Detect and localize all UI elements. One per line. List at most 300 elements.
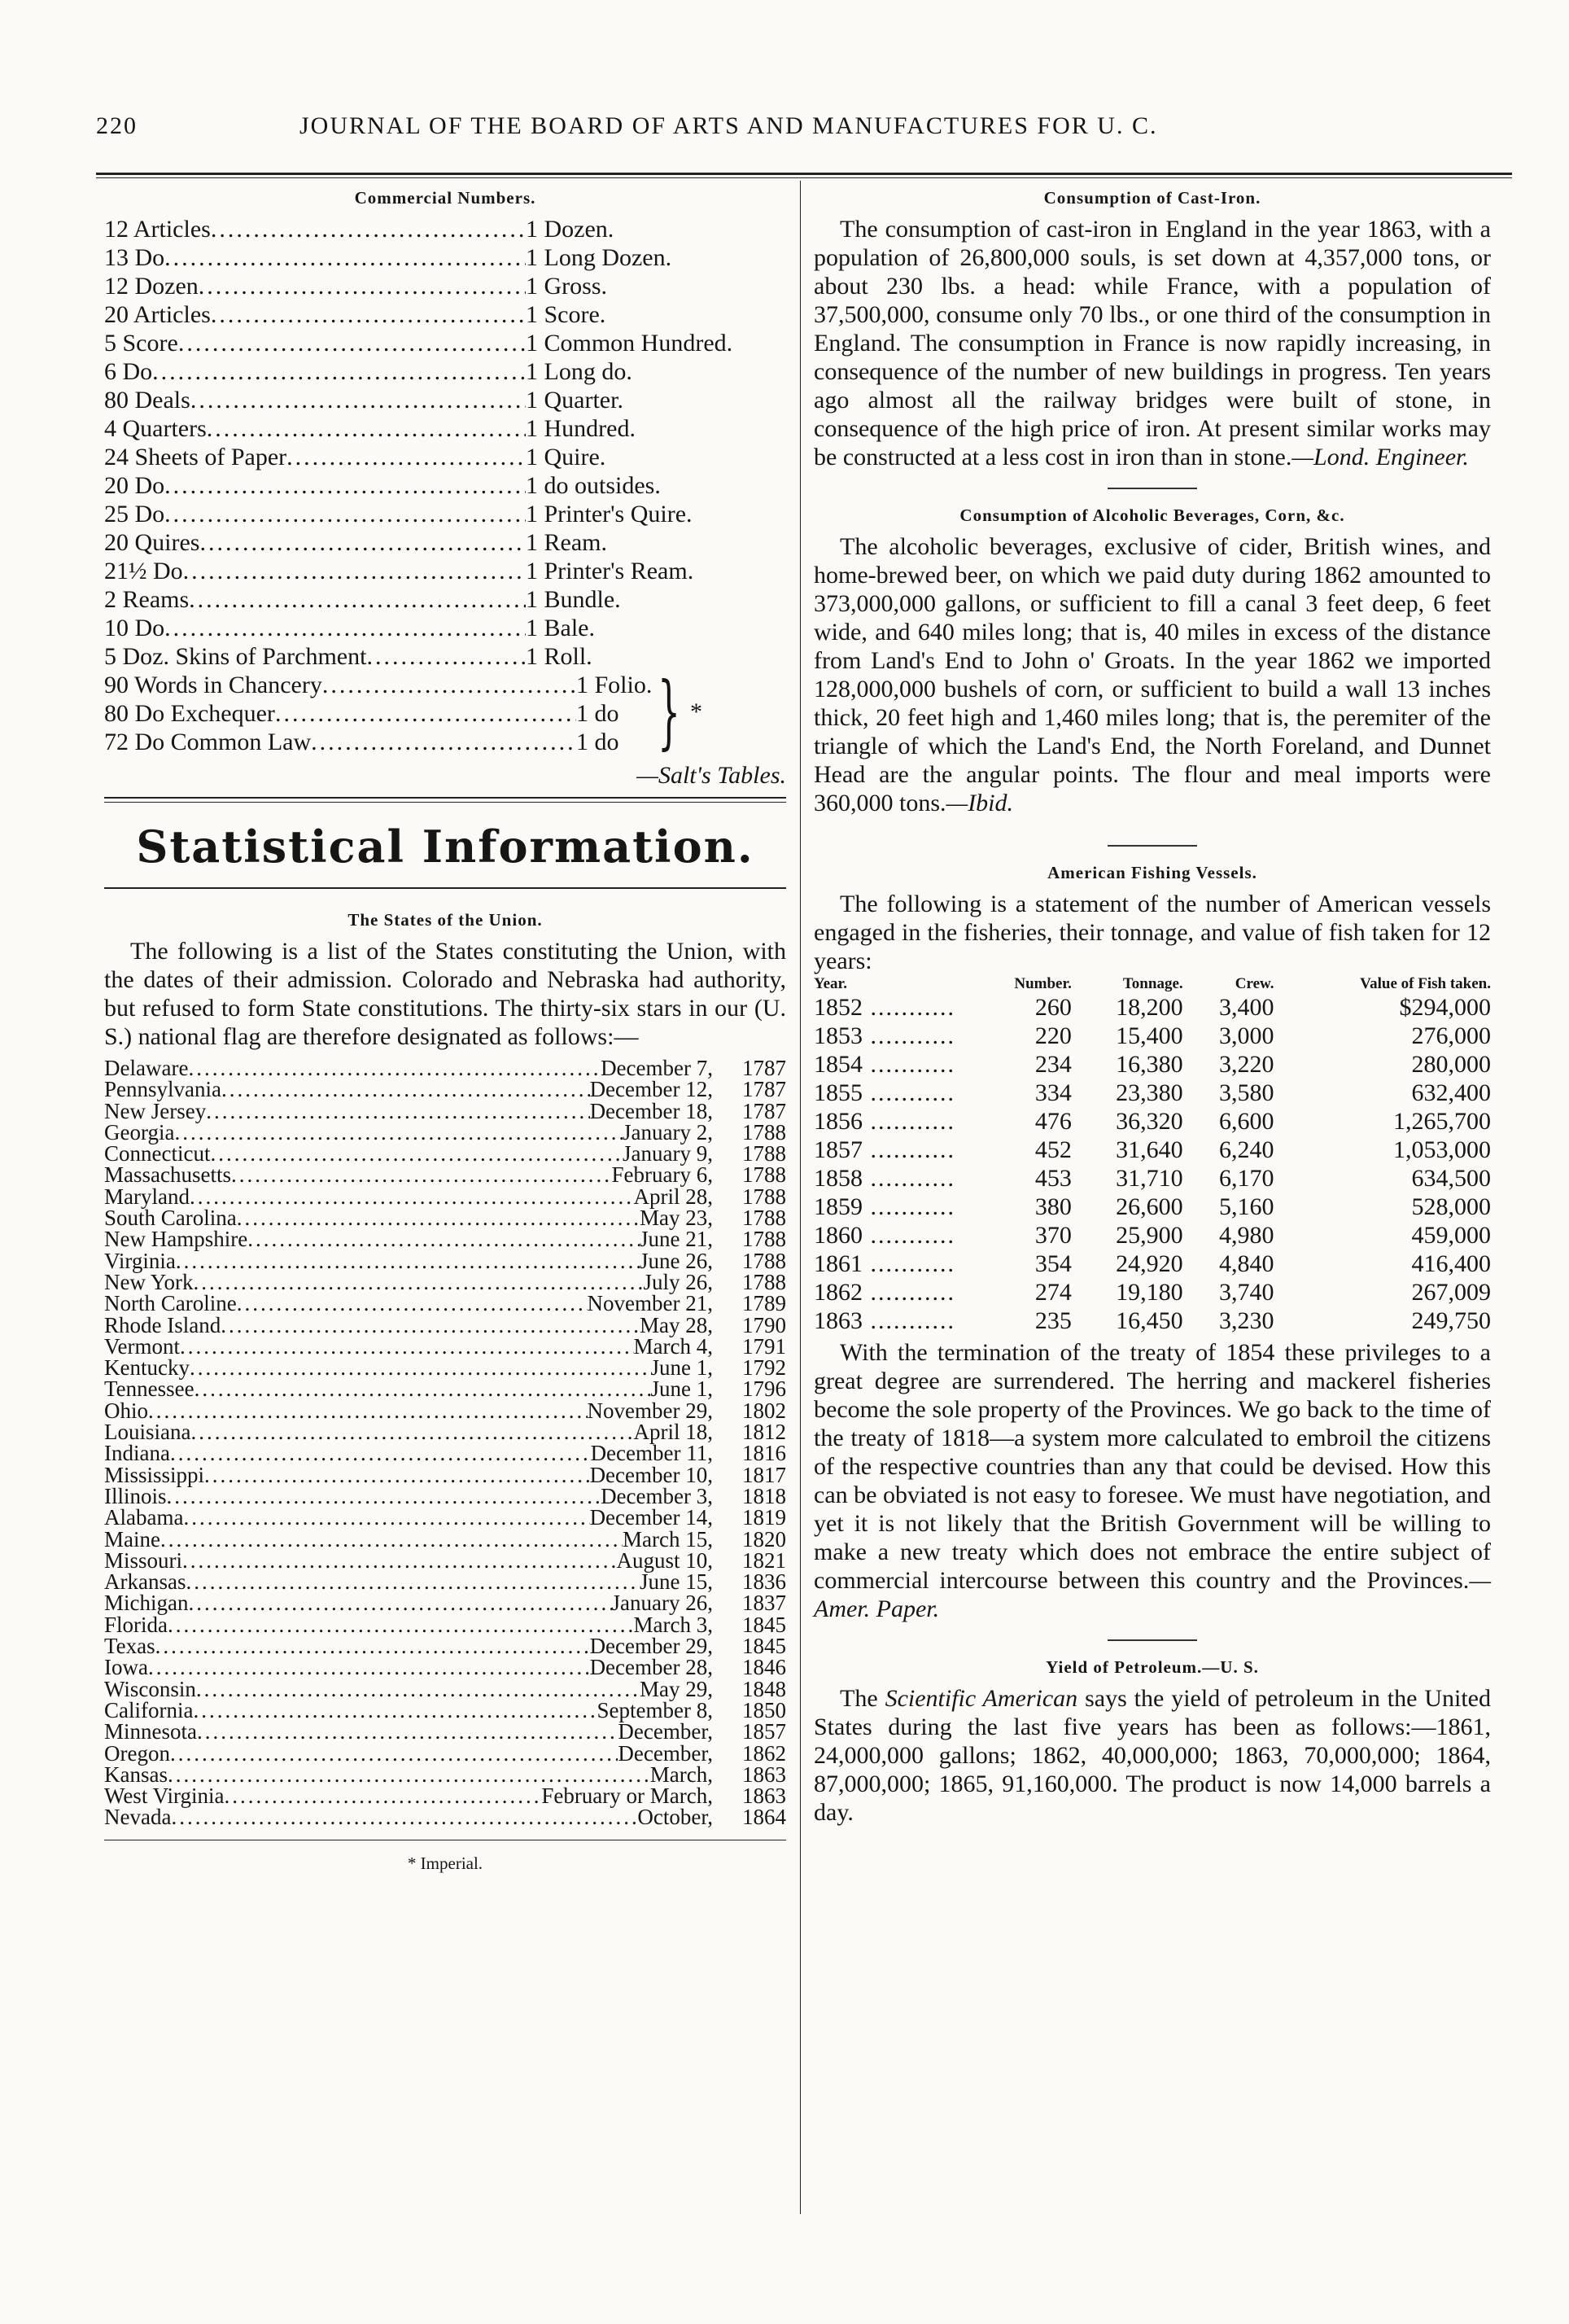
alcohol-heading: Consumption of Alcoholic Beverages, Corn, &c. (959, 506, 1345, 525)
unit-equivalent: 1 Printer's Quire. (526, 501, 693, 527)
commercial-row-label: 25 Do (104, 501, 165, 527)
fishing-cell (1183, 1221, 1274, 1250)
dot-leader (160, 1529, 623, 1550)
fishing-value: 5,160 (1218, 1193, 1274, 1220)
admission-date: January 2, (623, 1119, 713, 1144)
admission-year: 1788 (742, 1227, 786, 1252)
commercial-row-label: 2 Reams (104, 586, 190, 613)
admission-year: 1818 (742, 1483, 786, 1508)
admission-date: June 1, (650, 1355, 713, 1381)
state-row (104, 1057, 786, 1079)
section-rule-bottom (104, 802, 786, 803)
cast-iron-heading: Consumption of Cast-Iron. (1043, 188, 1261, 208)
fishing-value: 31,710 (1116, 1165, 1183, 1192)
admission-year: 1802 (742, 1398, 786, 1423)
state-row-label: Minnesota (104, 1719, 197, 1744)
dot-leader (206, 1101, 589, 1122)
dot-leader (311, 728, 576, 756)
state-row (104, 1635, 786, 1657)
fishing-cell (814, 1136, 977, 1164)
admission-date: May 29, (640, 1676, 713, 1701)
fishing-year: 1853 (814, 1022, 863, 1049)
dot-leader (863, 1250, 955, 1277)
commercial-row-label: 90 Words in Chancery (104, 672, 322, 698)
fishing-table-row (814, 1250, 1491, 1278)
state-row (104, 1614, 786, 1635)
fishing-table-row (814, 1164, 1491, 1193)
fishing-cell (1274, 1050, 1491, 1079)
petroleum-heading: Yield of Petroleum.—U. S. (1046, 1657, 1259, 1677)
fishing-value: 452 (1034, 1136, 1072, 1163)
dot-leader (176, 1250, 640, 1271)
commercial-row (104, 500, 786, 528)
state-row (104, 1783, 786, 1809)
unit-equivalent: 1 Long do. (526, 358, 632, 385)
page-number: 220 (96, 112, 138, 139)
dot-leader (183, 1507, 589, 1528)
state-row (104, 1143, 786, 1164)
fishing-value: 16,380 (1116, 1051, 1183, 1078)
state-row (104, 1678, 786, 1700)
fishing-value: 4,980 (1218, 1222, 1274, 1249)
dot-leader (286, 443, 526, 471)
admission-date: December 18, (589, 1098, 713, 1123)
dot-leader (199, 272, 526, 300)
dot-leader (194, 1378, 651, 1399)
salts-tables-attribution: —Salt's Tables. (636, 762, 786, 789)
dot-leader (180, 1336, 634, 1357)
fishing-value: 334 (1034, 1079, 1072, 1106)
fishing-value: 26,600 (1116, 1193, 1183, 1220)
unit-equivalent: 1 Long Dozen. (526, 244, 672, 271)
dot-leader (186, 1571, 640, 1592)
admission-date: October, (637, 1805, 713, 1830)
fishing-cell (1274, 1306, 1491, 1335)
petroleum-text (814, 1684, 1491, 1827)
admission-date: December, (618, 1740, 713, 1766)
fishing-cell (977, 1193, 1072, 1221)
fishing-value: 19,180 (1116, 1279, 1183, 1306)
alcohol-body: The alcoholic beverages, exclusive of cider, British wines, and home-brewed beer, on which we paid duty during 1862 amounted to 373,000,000 gallons, or sufficient to fill a canal 3 feet deep, 6 feet wide, and 640 miles long; that is, 40 miles in excess of the distance from Land's End to John o' Groats. In the year 1862 we imported 128,000,000 bushels of corn, or sufficient to build a wall 13 inches thick, 20 feet high and 1,460 miles long; that is, the peremiter of the triangle of which the Land's End, the North Foreland, and Dunnet Head are the angular points. The flour and meal imports were 360,000 tons. (814, 533, 1491, 816)
admission-year: 1864 (742, 1805, 786, 1830)
state-row-label: Missouri (104, 1547, 183, 1573)
state-row-label: Illinois (104, 1483, 167, 1508)
state-row (104, 1483, 786, 1508)
admission-date: December 12, (589, 1077, 713, 1102)
dot-leader (189, 585, 526, 614)
fishing-value: 31,640 (1116, 1136, 1183, 1163)
state-row-label: Arkansas (104, 1569, 186, 1595)
state-row (104, 1657, 786, 1678)
dot-leader (863, 1022, 955, 1049)
fishing-cell (814, 1278, 977, 1306)
dot-leader (211, 215, 526, 243)
dot-leader (148, 1400, 588, 1421)
unit-equivalent: 1 Dozen. (526, 216, 614, 243)
dot-leader (168, 1614, 634, 1635)
column-divider (800, 181, 801, 2214)
fishing-year: 1861 (814, 1250, 863, 1277)
state-row (104, 1740, 786, 1766)
state-row-label: Wisconsin (104, 1676, 196, 1701)
dot-leader (863, 1222, 955, 1249)
dot-leader (204, 1464, 590, 1486)
admission-year: 1788 (742, 1141, 786, 1166)
state-row-label: Georgia (104, 1119, 175, 1144)
title-rule (104, 887, 786, 889)
fishing-cell (977, 1221, 1072, 1250)
fishing-column-header: Year. (814, 975, 847, 992)
fishing-value: 249,750 (1411, 1307, 1491, 1334)
fishing-year: 1863 (814, 1307, 863, 1334)
state-row-label: Iowa (104, 1655, 148, 1680)
state-row-label: Tennessee (104, 1376, 194, 1402)
fishing-cell (977, 1278, 1072, 1306)
fishing-cell (1072, 1107, 1183, 1136)
fishing-cell (1183, 1136, 1274, 1164)
dot-leader (863, 1051, 955, 1078)
commercial-numbers-bracketed (104, 666, 786, 759)
state-row-label: Kentucky (104, 1355, 190, 1381)
fishing-value: 453 (1034, 1165, 1072, 1192)
admission-year: 1845 (742, 1612, 786, 1637)
fishing-cell (814, 1193, 977, 1221)
admission-year: 1792 (742, 1355, 786, 1381)
dot-leader (221, 1315, 640, 1336)
fishing-value: 267,009 (1411, 1279, 1491, 1306)
state-row-label: West Virginia (104, 1783, 225, 1809)
fishing-cell (977, 1136, 1072, 1164)
statistical-information-title: Statistical Information. (136, 821, 754, 873)
fishing-cell (1183, 1164, 1274, 1193)
fishing-cell (1183, 1306, 1274, 1335)
curly-brace: } (658, 666, 681, 759)
fishing-value: 354 (1034, 1250, 1072, 1277)
state-row-label: Indiana (104, 1441, 170, 1466)
admission-date: August 10, (616, 1547, 713, 1573)
admission-year: 1788 (742, 1248, 786, 1273)
state-row (104, 1186, 786, 1207)
state-row-label: New Jersey (104, 1098, 207, 1123)
commercial-row-label: 80 Do Exchequer (104, 700, 275, 727)
state-row (104, 1697, 786, 1722)
commercial-row (104, 386, 786, 414)
admission-year: 1836 (742, 1569, 786, 1595)
fishing-cell (977, 1306, 1072, 1335)
fishing-value: 380 (1034, 1193, 1072, 1220)
dot-leader (168, 1764, 650, 1785)
state-row-label: North Caroline (104, 1291, 237, 1316)
state-row-label: Pennsylvania (104, 1077, 221, 1102)
fishing-cell (1274, 1107, 1491, 1136)
fishing-table-row (814, 1278, 1491, 1306)
fishing-value: 1,053,000 (1393, 1136, 1491, 1163)
state-row (104, 1206, 786, 1231)
dot-leader (164, 500, 526, 528)
fishing-after-text (814, 1338, 1491, 1623)
admission-year: 1846 (742, 1655, 786, 1680)
fishing-table-row (814, 1221, 1491, 1250)
admission-year: 1787 (742, 1077, 786, 1102)
fishing-cell (977, 1050, 1072, 1079)
fishing-table-header (814, 975, 1491, 993)
fishing-value: 634,500 (1411, 1165, 1491, 1192)
commercial-row (104, 243, 786, 272)
dot-leader (863, 1136, 955, 1163)
fishing-column-header: Crew. (1235, 975, 1274, 992)
admission-date: April 18, (633, 1420, 713, 1445)
admission-year: 1850 (742, 1697, 786, 1722)
fishing-vessels-table (814, 975, 1491, 1335)
state-row-label: Michigan (104, 1591, 189, 1616)
fishing-value: $294,000 (1399, 994, 1491, 1021)
commercial-row (104, 671, 682, 699)
dot-leader (237, 1207, 640, 1228)
state-row-label: Massachusetts (104, 1162, 231, 1188)
commercial-row-label: 80 Deals (104, 387, 190, 414)
admission-year: 1821 (742, 1547, 786, 1573)
state-row (104, 1721, 786, 1742)
fishing-cell (977, 1079, 1072, 1107)
fishing-cell (1072, 1079, 1183, 1107)
state-row-label: Louisiana (104, 1420, 191, 1445)
state-row (104, 1547, 786, 1573)
dot-leader (247, 1228, 640, 1250)
state-row-label: Connecticut (104, 1141, 211, 1166)
state-row (104, 1355, 786, 1381)
state-row-label: Nevada (104, 1805, 172, 1830)
fishing-table-row (814, 1022, 1491, 1050)
admission-year: 1789 (742, 1291, 786, 1316)
admission-year: 1837 (742, 1591, 786, 1616)
fishing-source: —Amer. Paper. (814, 1567, 1491, 1622)
commercial-row (104, 329, 786, 357)
admission-date: December 28, (589, 1655, 713, 1680)
fishing-cell (1072, 1250, 1183, 1278)
fishing-value: 235 (1034, 1307, 1072, 1334)
dot-leader (183, 557, 526, 585)
fishing-value: 3,220 (1218, 1051, 1274, 1078)
admission-year: 1788 (742, 1119, 786, 1144)
states-intro: The following is a list of the States constituting the Union, with the dates of their admission. Colorado and Nebraska had authority, but refused to form State constitutions. The thirty-six stars in our (U. S.) national flag are therefore designated as follows:— (104, 938, 786, 1050)
admission-date: March, (649, 1762, 713, 1787)
commercial-row (104, 728, 682, 756)
section-rule-top (104, 797, 786, 799)
fishing-table-row (814, 1136, 1491, 1164)
dot-leader (182, 1550, 616, 1571)
dot-leader (196, 1678, 640, 1700)
alcohol-text (814, 532, 1491, 817)
dot-leader (211, 300, 526, 329)
fishing-value: 1,265,700 (1393, 1108, 1491, 1135)
dot-leader (221, 1079, 590, 1100)
fishing-value: 234 (1034, 1051, 1072, 1078)
fishing-value: 274 (1034, 1279, 1072, 1306)
journal-title: JOURNAL OF THE BOARD OF ARTS AND MANUFACTURES FOR U. C. (299, 112, 1158, 139)
dot-leader (164, 614, 526, 642)
fishing-value: 260 (1034, 994, 1072, 1021)
dot-leader (863, 1079, 955, 1106)
fishing-value: 24,920 (1116, 1250, 1183, 1277)
commercial-row (104, 443, 786, 471)
commercial-row (104, 585, 786, 614)
states-table (104, 1057, 786, 1828)
unit-equivalent: 1 do (576, 729, 619, 755)
dot-leader (275, 699, 576, 728)
admission-year: 1788 (742, 1184, 786, 1209)
fishing-value: 15,400 (1116, 1022, 1183, 1049)
dot-leader (322, 671, 576, 699)
state-row (104, 1400, 786, 1421)
fishing-cell (1183, 1193, 1274, 1221)
fishing-year: 1860 (814, 1222, 863, 1249)
fishing-cell (814, 993, 977, 1022)
admission-date: November 29, (587, 1398, 713, 1423)
dot-leader (164, 243, 526, 272)
fishing-cell (1183, 1079, 1274, 1107)
admission-year: 1863 (742, 1762, 786, 1787)
dot-leader (366, 642, 526, 671)
header-rule-thin (96, 177, 1512, 178)
admission-date: June 15, (640, 1569, 713, 1595)
fishing-cell (1072, 1221, 1183, 1250)
admission-year: 1788 (742, 1206, 786, 1231)
fishing-cell (1274, 1164, 1491, 1193)
admission-year: 1845 (742, 1634, 786, 1659)
admission-year: 1820 (742, 1526, 786, 1552)
fishing-cell (977, 1022, 1072, 1050)
admission-year: 1787 (742, 1098, 786, 1123)
fishing-cell (1274, 1278, 1491, 1306)
admission-date: January 26, (611, 1591, 713, 1616)
cast-iron-text (814, 215, 1491, 471)
fishing-heading: American Fishing Vessels. (1047, 863, 1257, 882)
fishing-year: 1852 (814, 994, 863, 1021)
admission-date: June 1, (650, 1376, 713, 1402)
admission-date: May 23, (640, 1206, 713, 1231)
commercial-row-label: 12 Dozen (104, 273, 199, 300)
admission-year: 1790 (742, 1312, 786, 1337)
state-row-label: South Carolina (104, 1206, 237, 1231)
admission-date: January 9, (623, 1141, 713, 1166)
commercial-numbers-table (104, 215, 786, 671)
admission-year: 1788 (742, 1269, 786, 1294)
fishing-value: 416,400 (1411, 1250, 1491, 1277)
admission-date: March 15, (623, 1526, 713, 1552)
admission-date: April 28, (633, 1184, 713, 1209)
fishing-cell (1072, 1306, 1183, 1335)
fishing-cell (1274, 1250, 1491, 1278)
admission-date: May 28, (640, 1312, 713, 1337)
fishing-value: 36,320 (1116, 1108, 1183, 1135)
state-row (104, 1569, 786, 1595)
dot-leader (167, 1486, 601, 1507)
fishing-value: 18,200 (1116, 994, 1183, 1021)
dot-leader (194, 1271, 644, 1293)
commercial-row-label: 20 Do (104, 472, 165, 499)
fishing-column-header: Tonnage. (1122, 975, 1183, 992)
state-row (104, 1250, 786, 1271)
commercial-row (104, 614, 786, 642)
state-row-label: Kansas (104, 1762, 168, 1787)
fishing-cell (1183, 1050, 1274, 1079)
fishing-value: 16,450 (1116, 1307, 1183, 1334)
state-row (104, 1507, 786, 1528)
state-row (104, 1333, 786, 1359)
left-column (104, 183, 786, 1874)
fishing-value: 528,000 (1411, 1193, 1491, 1220)
fishing-cell (1274, 993, 1491, 1022)
admission-date: December 10, (589, 1462, 713, 1487)
state-row-label: Delaware (104, 1056, 189, 1080)
fishing-cell (1183, 993, 1274, 1022)
state-row (104, 1228, 786, 1250)
fishing-value: 370 (1034, 1222, 1072, 1249)
dot-leader (155, 1635, 590, 1657)
state-row-label: Virginia (104, 1248, 176, 1273)
unit-equivalent: 1 Quire. (526, 444, 606, 470)
state-row (104, 1098, 786, 1123)
fishing-cell (1274, 1221, 1491, 1250)
fishing-value: 476 (1034, 1108, 1072, 1135)
state-row (104, 1591, 786, 1616)
commercial-row-label: 5 Score (104, 330, 178, 357)
fishing-table-row (814, 1050, 1491, 1079)
fishing-cell (1072, 993, 1183, 1022)
dot-leader (190, 1186, 634, 1207)
dot-leader (190, 1357, 651, 1378)
commercial-row-label: 72 Do Common Law (104, 729, 312, 755)
fishing-after-body: With the termination of the treaty of 1854 these privileges to a great degree are surrendered. The herring and mackerel fisheries become the sole property of the Provinces. We go back to the time of the treaty of 1818—a system more calculated to embroil the citizens of the respective countries than any that could be devised. How this can be obviated is not easy to foresee. We must have negotiation, and yet it is not likely that the British Government will be willing to make a new treaty which does not embrace the entire subject of commercial intercourse between this country and the Provinces. (814, 1339, 1491, 1594)
dot-leader (231, 1164, 612, 1185)
fishing-value: 23,380 (1116, 1079, 1183, 1106)
state-row (104, 1079, 786, 1100)
fishing-value: 3,230 (1218, 1307, 1274, 1334)
fishing-cell (1072, 1050, 1183, 1079)
dot-leader (863, 1108, 955, 1135)
fishing-cell (814, 1079, 977, 1107)
fishing-year: 1862 (814, 1279, 863, 1306)
dot-leader (188, 1057, 601, 1079)
state-row (104, 1420, 786, 1445)
fishing-cell (814, 1107, 977, 1136)
admission-year: 1796 (742, 1376, 786, 1402)
fishing-cell (814, 1306, 977, 1335)
fishing-year: 1858 (814, 1165, 863, 1192)
admission-date: February or March, (541, 1783, 713, 1809)
fishing-cell (1072, 1278, 1183, 1306)
commercial-row (104, 642, 786, 671)
dot-leader (171, 1806, 637, 1827)
fishing-cell (977, 993, 1072, 1022)
fishing-cell (1274, 1022, 1491, 1050)
state-row (104, 1119, 786, 1144)
fishing-value: 3,400 (1218, 994, 1274, 1021)
fishing-column-header: Value of Fish taken. (1360, 975, 1491, 992)
petroleum-italic: Scientific American (885, 1685, 1078, 1712)
fishing-cell (814, 1164, 977, 1193)
state-row-label: New Hampshire (104, 1227, 248, 1252)
admission-year: 1791 (742, 1333, 786, 1359)
fishing-cell (1274, 1079, 1491, 1107)
admission-date: June 26, (640, 1248, 713, 1273)
fishing-cell (1183, 1022, 1274, 1050)
unit-equivalent: 1 Gross. (526, 273, 608, 300)
fishing-value: 280,000 (1411, 1051, 1491, 1078)
fishing-cell (814, 1050, 977, 1079)
state-row-label: Alabama (104, 1505, 184, 1530)
admission-date: November 21, (587, 1291, 713, 1316)
